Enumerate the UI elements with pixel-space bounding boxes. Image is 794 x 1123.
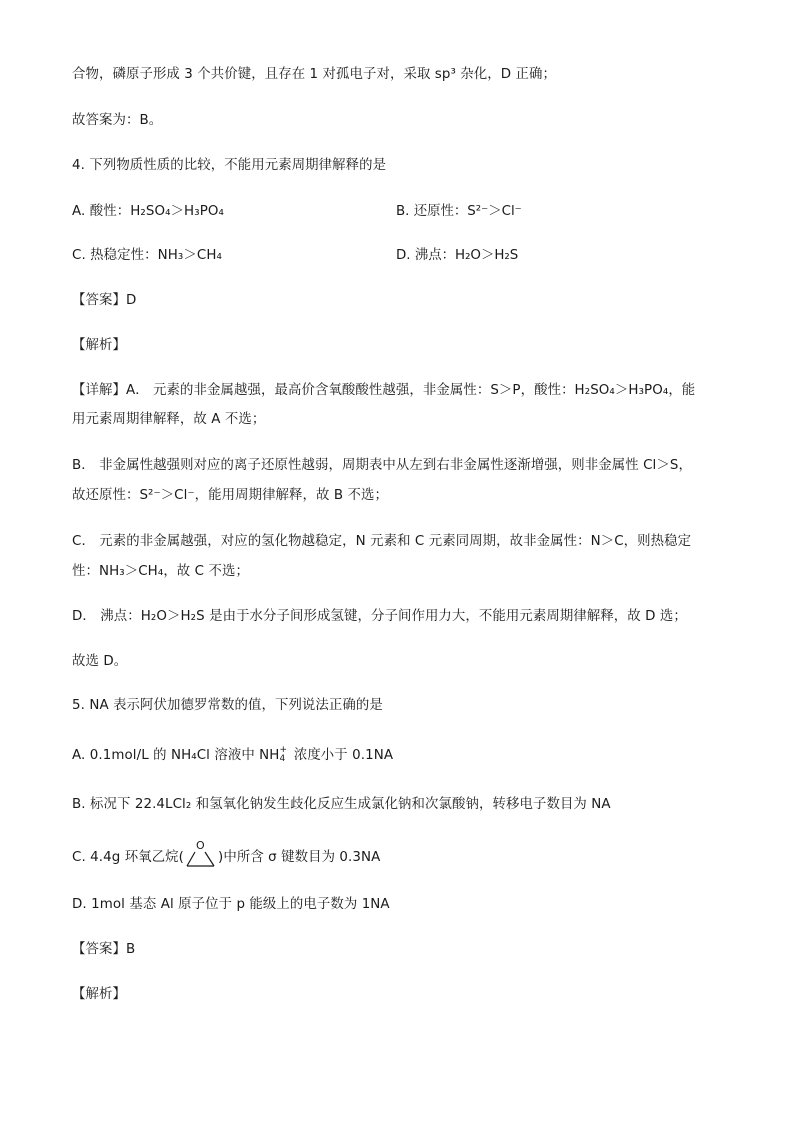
- ion-charge: +: [279, 745, 288, 755]
- detail-a-line-2: 用元素周期律解释，故 A 不选；: [72, 412, 266, 427]
- oxygen-atom-label: O: [196, 839, 205, 852]
- question-4-option-a: [72, 203, 224, 221]
- option-b-label: B. 还原性：: [396, 204, 468, 219]
- option-c-text-post: )中所含 σ 键数目为 0.3NA: [218, 850, 381, 865]
- option-d-label: D. 沸点：: [396, 248, 455, 263]
- ethylene-oxide-structure-icon: [184, 839, 218, 869]
- option-a-text-post: 浓度小于 0.1NA: [289, 748, 394, 763]
- question-4-stem: 4. 下列物质性质的比较，不能用元素周期律解释的是: [72, 158, 387, 173]
- question-5-analysis-heading: 【解析】: [72, 987, 126, 1002]
- detail-c-line-1: C． 元素的非金属越强，对应的氢化物越稳定，N 元素和 C 元素同周期，故非金属性：N＞C，则热稳定: [72, 534, 692, 549]
- detail-d-line-1: D． 沸点：H₂O＞H₂S 是由于水分子间形成氢键，分子间作用力大，不能用元素周期律解释，故 D 选；: [72, 609, 687, 624]
- detail-a-line-1: 【详解】A． 元素的非金属越强，最高价含氧酸酸性越强，非金属性：S＞P，酸性：H₂SO₄＞H₃PO₄，能: [72, 383, 696, 398]
- question-5-option-d: D. 1mol 基态 Al 原子位于 p 能级上的电子数为 1NA: [72, 897, 390, 912]
- option-b-body: S²⁻＞Cl⁻: [467, 204, 522, 219]
- text-line-continuation: 合物，磷原子形成 3 个共价键，且存在 1 对孤电子对，采取 sp³ 杂化，D 正确；: [72, 67, 557, 82]
- ion-subscript: 4: [279, 754, 286, 764]
- option-a-text-pre: A. 0.1mol/L 的 NH₄Cl 溶液中 NH: [72, 748, 280, 763]
- option-a-body: H₂SO₄＞H₃PO₄: [130, 204, 224, 219]
- question-4-option-b: [396, 203, 522, 221]
- question-4-option-c: [72, 247, 222, 265]
- option-c-body: NH₃＞CH₄: [157, 248, 222, 263]
- question-4-analysis-heading: 【解析】: [72, 338, 126, 353]
- text-line-answer-summary: 故答案为：B。: [72, 113, 163, 128]
- question-5-option-a: [72, 745, 393, 765]
- question-5-answer: 【答案】B: [72, 942, 136, 957]
- choose-answer-line: 故选 D。: [72, 654, 128, 669]
- option-d-body: H₂O＞H₂S: [455, 248, 519, 263]
- ammonium-ion-notation: [279, 745, 289, 764]
- question-4-option-d: [396, 247, 518, 265]
- option-a-label: A. 酸性：: [72, 204, 131, 219]
- question-5-stem: 5. NA 表示阿伏加德罗常数的值，下列说法正确的是: [72, 698, 383, 713]
- option-c-text-pre: C. 4.4g 环氧乙烷(: [72, 850, 185, 865]
- question-4-answer: 【答案】D: [72, 293, 137, 308]
- detail-b-line-1: B． 非金属性越强则对应的离子还原性越弱，周期表中从左到右非金属性逐渐增强，则非金属性 Cl＞S，: [72, 458, 692, 473]
- detail-b-line-2: 故还原性：S²⁻＞Cl⁻，能用周期律解释，故 B 不选；: [72, 488, 388, 503]
- option-c-label: C. 热稳定性：: [72, 248, 158, 263]
- question-5-option-b: B. 标况下 22.4LCl₂ 和氢氧化钠发生歧化反应生成氯化钠和次氯酸钠，转移电子数目为 NA: [72, 797, 611, 812]
- detail-c-line-2: 性：NH₃＞CH₄，故 C 不选；: [72, 564, 249, 579]
- question-5-option-c: [72, 839, 381, 869]
